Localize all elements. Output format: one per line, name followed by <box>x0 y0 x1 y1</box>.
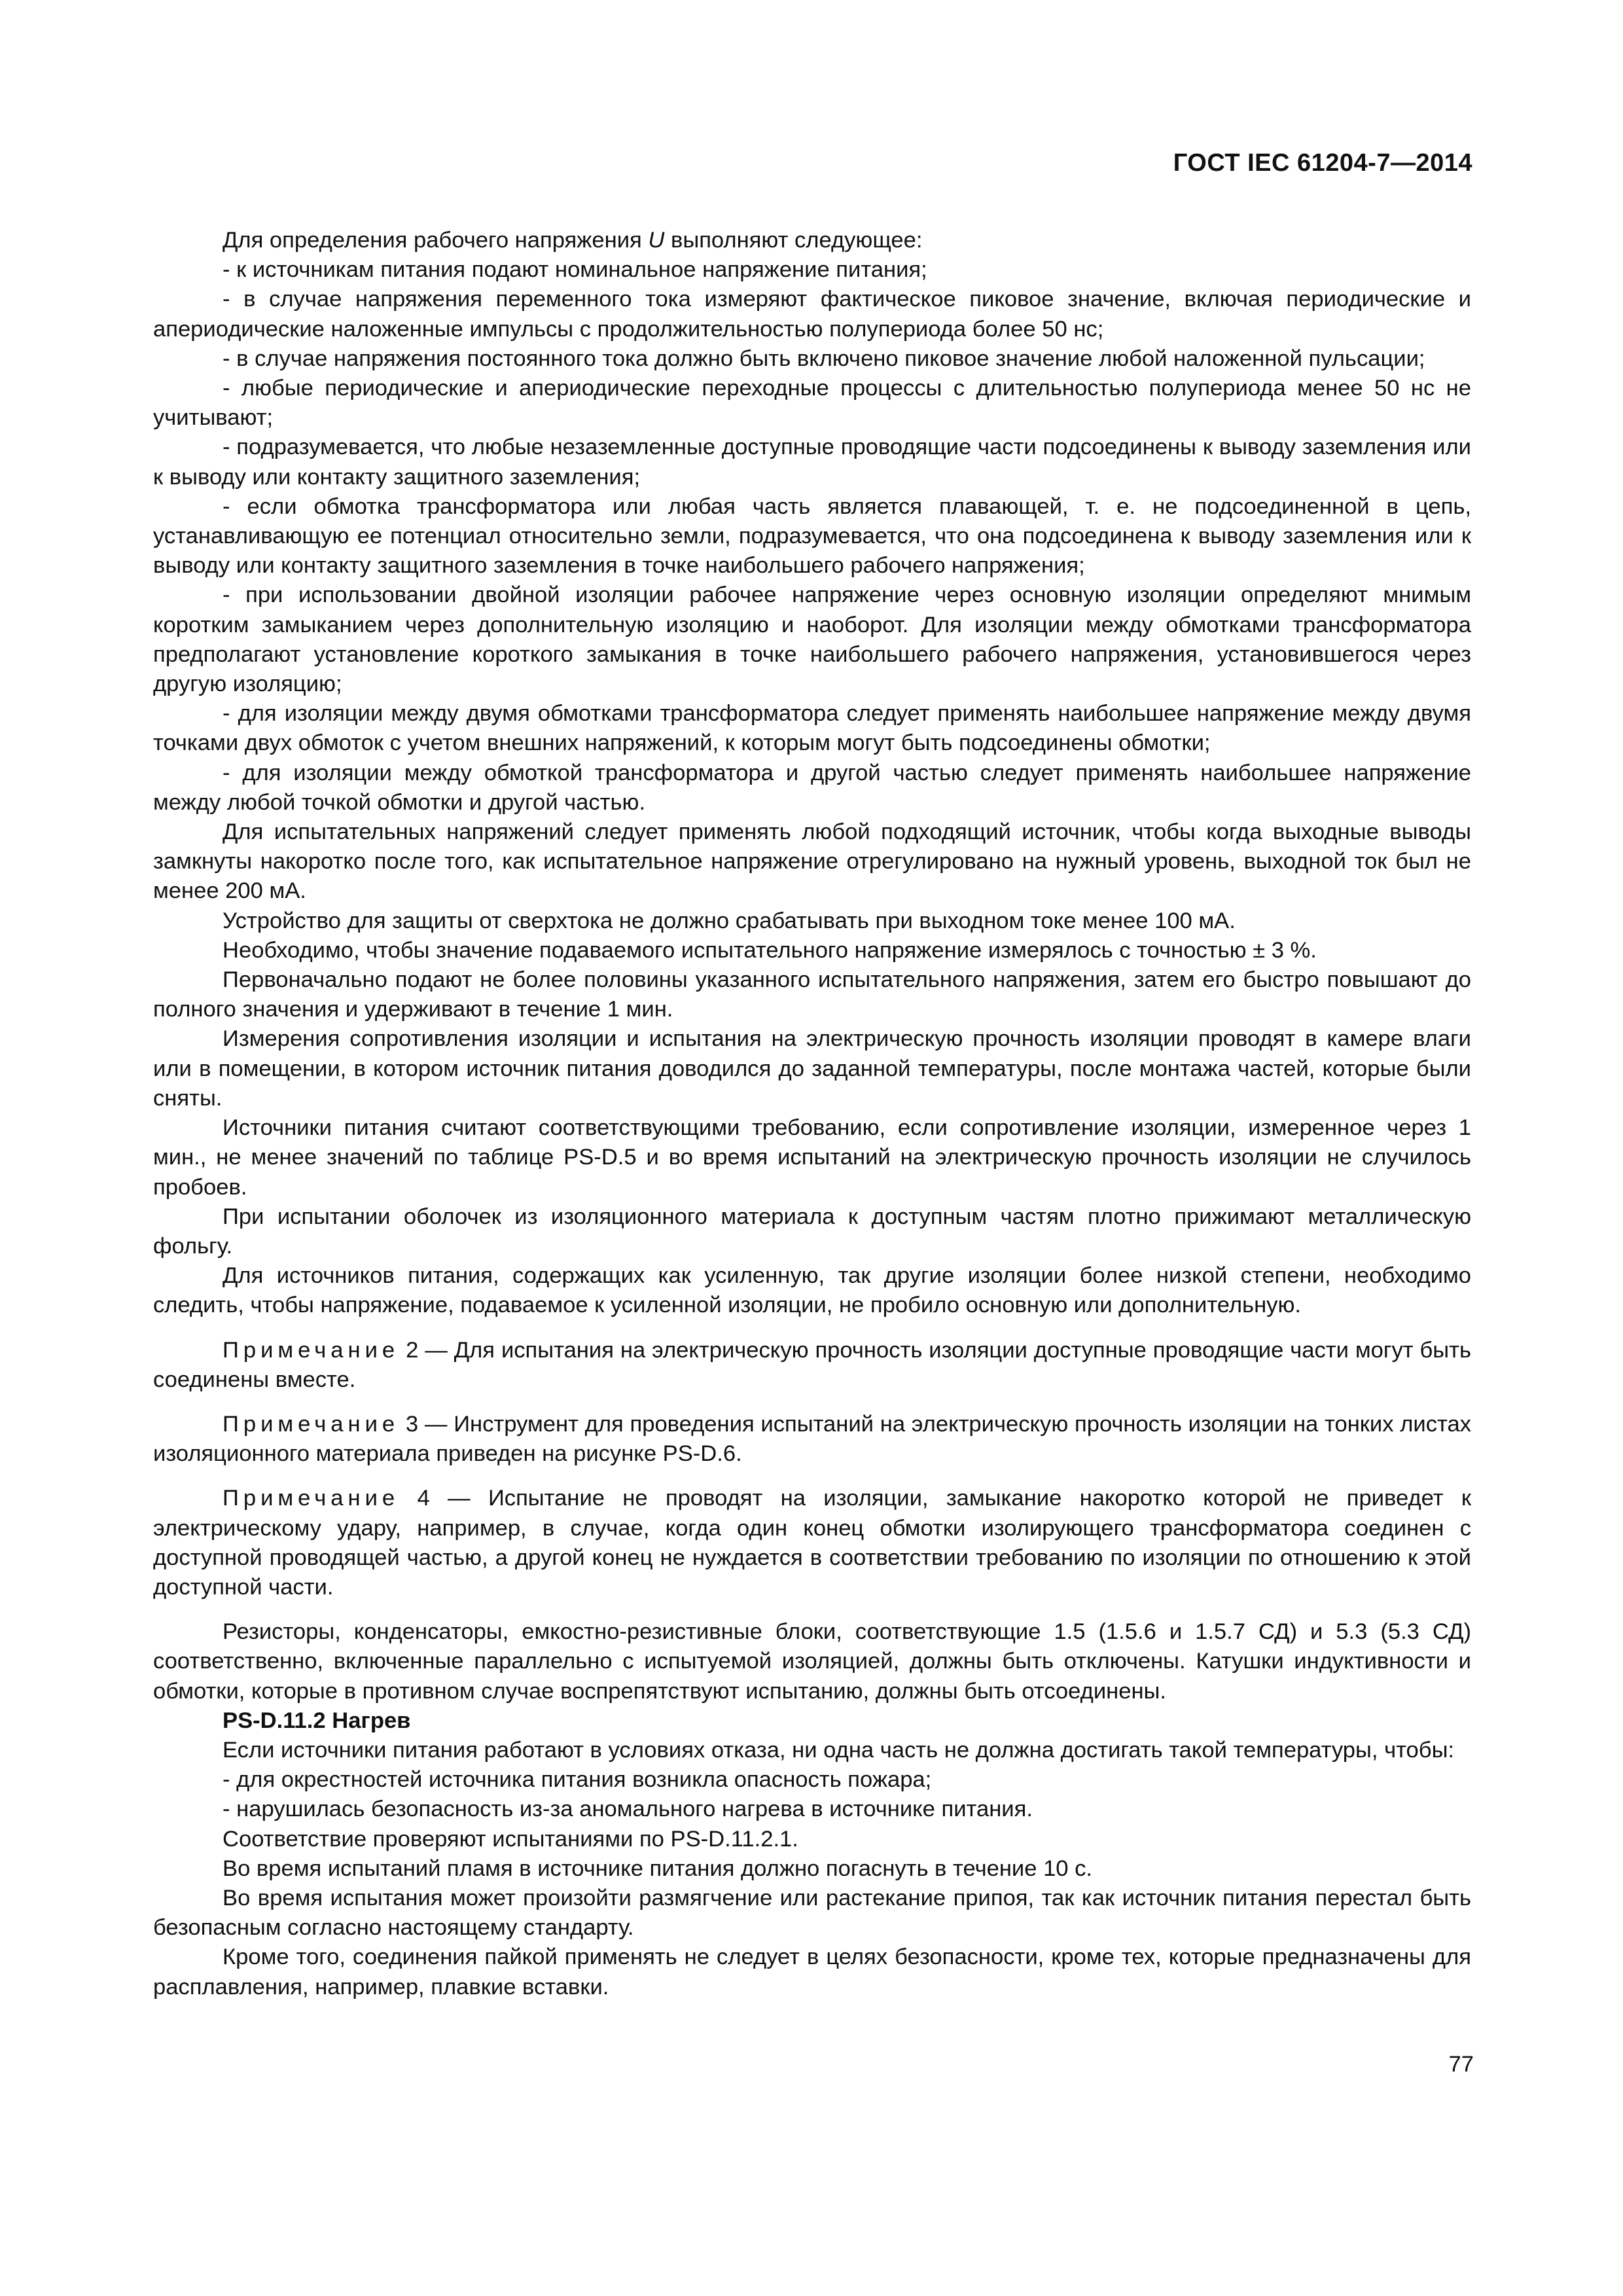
body-paragraph: Для испытательных напряжений следует применять любой подходящий источник, чтобы когда выходные выводы замкнуты накоротко после того, как испытательное напряжение отрегулировано на нужный уровень, выходной ток был не менее 200 мА. <box>153 819 1471 904</box>
body-paragraph: Во время испытания может произойти размягчение или растекание припоя, так как источник питания перестал быть безопасным согласно настоящему стандарту. <box>153 1885 1471 1941</box>
note-3 <box>153 1410 1471 1469</box>
body-paragraph: Соответствие проверяют испытаниями по PS-D.11.2.1. <box>223 1826 798 1852</box>
list-item: - для окрестностей источника питания возникла опасность пожара; <box>223 1767 932 1793</box>
document-header: ГОСТ IEC 61204-7—2014 <box>1173 149 1472 177</box>
list-item: - в случае напряжения переменного тока измеряют фактическое пиковое значение, включая периодические и апериодические наложенные импульсы с продолжительностью полупериода более 50 нс; <box>153 287 1471 342</box>
list-item: - если обмотка трансформатора или любая часть является плавающей, т. е. не подсоединенной в цепь, устанавливающую ее потенциал относительно земли, подразумевается, что она подсоединена к выводу заземления или к выводу или контакту защитного заземления в точке наибольшего рабочего напряжения; <box>153 493 1471 579</box>
body-paragraph: При испытании оболочек из изоляционного материала к доступным частям плотно прижимают металлическую фольгу. <box>153 1204 1471 1259</box>
note-text: — Испытание не проводят на изоляции, замыкание накоротко которой не приведет к электрическому удару, например, в случае, когда один конец обмотки изолирующего трансформатора соединен с доступной проводящей частью, а другой конец не нуждается в соответствии требованию по изоляции по отношению к этой доступной части. <box>153 1486 1471 1600</box>
body-paragraph: Кроме того, соединения пайкой применять не следует в целях безопасности, кроме тех, которые предназначены для расплавления, например, плавкие вставки. <box>153 1945 1471 2000</box>
note-number: 3 <box>405 1411 419 1437</box>
list-item: - для изоляции между обмоткой трансформатора и другой частью следует применять наибольшее напряжение между любой точкой обмотки и другой частью. <box>153 760 1471 815</box>
note-2 <box>153 1336 1471 1395</box>
body-paragraph: Для источников питания, содержащих как усиленную, так другие изоляции более низкой степени, необходимо следить, чтобы напряжение, подаваемое к усиленной изоляции, не пробило основную или дополнительную. <box>153 1263 1471 1318</box>
list-item: - в случае напряжения постоянного тока должно быть включено пиковое значение любой наложенной пульсации; <box>223 346 1425 371</box>
list-item: - при использовании двойной изоляции рабочее напряжение через основную изоляции определяют мнимым коротким замыканием через дополнительную изоляцию и наоборот. Для изоляции между обмотками трансформатора предполагают установление короткого замыкания в точке наибольшего рабочего напряжения, установившегося через другую изоляцию; <box>153 583 1471 697</box>
body-paragraph: Источники питания считают соответствующими требованию, если сопротивление изоляции, измеренное через 1 мин., не менее значений по таблице PS-D.5 и во время испытаний на электрическую прочность изоляции не случилось пробоев. <box>153 1115 1471 1200</box>
list-item: - любые периодические и апериодические переходные процессы с длительностью полупериода менее 50 нс не учитывают; <box>153 376 1471 431</box>
list-item: - для изоляции между двумя обмотками трансформатора следует применять наибольшее напряжение между двумя точками двух обмоток с учетом внешних напряжений, к которым могут быть подсоединены обмотки; <box>153 701 1471 756</box>
list-item: - к источникам питания подают номинальное напряжение питания; <box>223 257 927 283</box>
body-paragraph: Измерения сопротивления изоляции и испытания на электрическую прочность изоляции проводят в камере влаги или в помещении, в котором источник питания доводился до заданной температуры, после монтажа частей, которые были сняты. <box>153 1026 1471 1111</box>
note-label: Примечание <box>223 1486 400 1511</box>
intro-text-before: Для определения рабочего напряжения <box>223 228 649 253</box>
list-item: - нарушилась безопасность из-за аномального нагрева в источнике питания. <box>223 1797 1033 1822</box>
body-paragraph: Первоначально подают не более половины указанного испытательного напряжения, затем его быстро повышают до полного значения и удерживают в течение 1 мин. <box>153 967 1471 1022</box>
note-text: — Инструмент для проведения испытаний на электрическую прочность изоляции на тонких листах изоляционного материала приведен на рисунке PS-D.6. <box>153 1411 1472 1467</box>
body-paragraph: Если источники питания работают в условиях отказа, ни одна часть не должна достигать такой температуры, чтобы: <box>223 1737 1455 1763</box>
intro-paragraph <box>153 226 1471 255</box>
note-text: — Для испытания на электрическую прочность изоляции доступные проводящие части могут быть соединены вместе. <box>153 1337 1472 1392</box>
note-label: Примечание <box>223 1337 400 1363</box>
note-number: 4 <box>417 1486 430 1511</box>
note-number: 2 <box>406 1337 419 1363</box>
intro-text-after: выполняют следующее: <box>664 228 923 253</box>
page-body <box>153 226 1471 2002</box>
body-paragraph: Необходимо, чтобы значение подаваемого испытательного напряжение измерялось с точностью ± 3 %. <box>223 937 1317 963</box>
body-paragraph: Резисторы, конденсаторы, емкостно-резистивные блоки, соответствующие 1.5 (1.5.6 и 1.5.7 СД) и 5.3 (5.3 СД) соответственно, включенные параллельно с испытуемой изоляцией, должны быть отключены. Катушки индуктивности и обмотки, которые в противном случае воспрепятствуют испытанию, должны быть отсоединены. <box>153 1619 1471 1704</box>
body-paragraph: Во время испытаний пламя в источнике питания должно погаснуть в течение 10 с. <box>223 1856 1093 1881</box>
note-label: Примечание <box>223 1411 400 1437</box>
section-heading: PS-D.11.2 Нагрев <box>223 1708 411 1733</box>
intro-variable: U <box>648 228 665 253</box>
page-number: 77 <box>1448 2052 1474 2077</box>
body-paragraph: Устройство для защиты от сверхтока не должно срабатывать при выходном токе менее 100 мА. <box>223 908 1236 933</box>
list-item: - подразумевается, что любые незаземленные доступные проводящие части подсоединены к выводу заземления или к выводу или контакту защитного заземления; <box>153 435 1471 490</box>
note-4 <box>153 1484 1471 1602</box>
